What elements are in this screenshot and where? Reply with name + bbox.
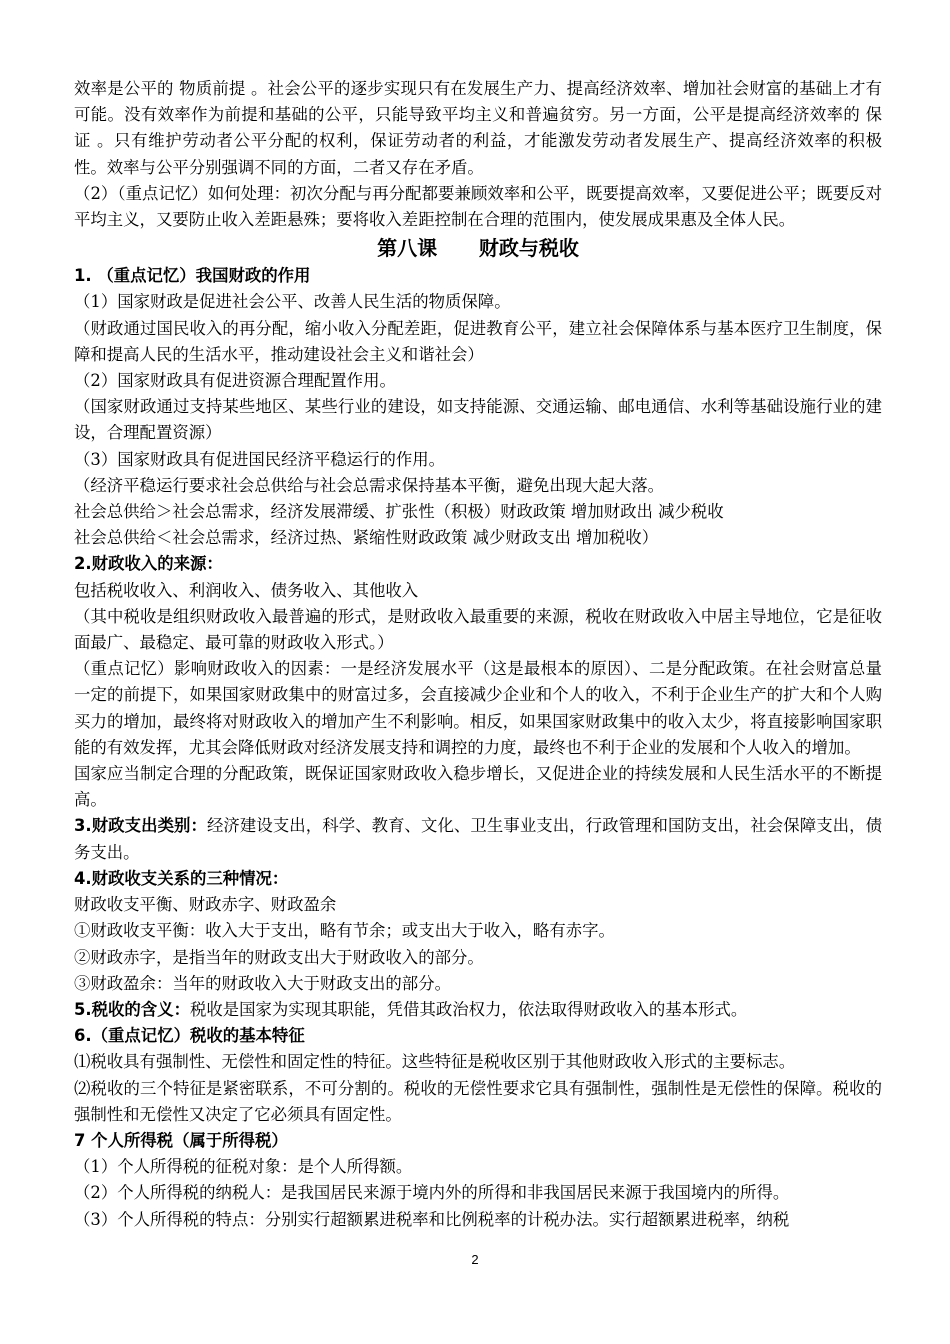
list-item: （其中税收是组织财政收入最普遍的形式，是财政收入最重要的来源，税收在财政收入中居主导地位，它是征收面最广、最稳定、最可靠的财政收入形式。） bbox=[74, 606, 882, 653]
section-heading-balance: 4.财政收支关系的三种情况： bbox=[74, 868, 289, 888]
section-heading-revenue-sources: 2.财政收入的来源： bbox=[74, 554, 223, 574]
list-item: 社会总供给＜社会总需求，经济过热、紧缩性财政政策 减少财政支出 增加税收） bbox=[74, 528, 659, 548]
list-item: （重点记忆）影响财政收入的因素：一是经济发展水平（这是最根本的原因）、二是分配政策。在社会财富总量一定的前提下，如果国家财政集中的财富过多，会直接减少企业和个人的收入，不利于企业生产的扩大和个人购买力的增加，最终将对财政收入的增加产生不利影响。相反，如果国家财政集中的收入太少，将直接影响国家职能的有效发挥，尤其会降低财政对经济发展支持和调控的力度，最终也不利于企业的发展和个人收入的增加。 bbox=[74, 659, 882, 757]
document-page bbox=[74, 76, 882, 1233]
section-heading-fiscal-role: 1. （重点记忆）我国财政的作用 bbox=[74, 266, 311, 286]
page-number: 2 bbox=[471, 1252, 479, 1267]
lesson-title: 第八课 财政与税收 bbox=[377, 236, 579, 261]
list-item: （国家财政通过支持某些地区、某些行业的建设，如支持能源、交通运输、邮电通信、水利等基础设施行业的建设，合理配置资源） bbox=[74, 397, 882, 443]
list-item: （1）国家财政是促进社会公平、改善人民生活的物质保障。 bbox=[74, 292, 511, 312]
list-item: ②财政赤字，是指当年的财政支出大于财政收入的部分。 bbox=[74, 947, 484, 967]
list-item: （1）个人所得税的征税对象：是个人所得额。 bbox=[74, 1157, 413, 1177]
list-item: 包括税收收入、利润收入、债务收入、其他收入 bbox=[74, 580, 419, 600]
section-heading-tax-meaning: 5.税收的含义： bbox=[74, 999, 190, 1019]
section-expenditure-categories bbox=[74, 813, 882, 865]
paragraph-how-to-handle: （2）（重点记忆）如何处理：初次分配与再分配都要兼顾效率和公平，既要提高效率，又要促进公平；既要反对平均主义，又要防止收入差距悬殊；要将收入差距控制在合理的范围内，使发展成果惠及全体人民。 bbox=[74, 183, 882, 230]
list-item: （2）国家财政具有促进资源合理配置作用。 bbox=[74, 371, 396, 391]
list-item: 社会总供给＞社会总需求，经济发展滞缓、扩张性（积极）财政政策 增加财政出 减少税收 bbox=[74, 502, 724, 522]
section-heading-expenditure: 3.财政支出类别： bbox=[74, 816, 207, 836]
list-item: ⑴税收具有强制性、无偿性和固定性的特征。这些特征是税收区别于其他财政收入形式的主要标志。 bbox=[74, 1052, 796, 1072]
list-item: （经济平稳运行要求社会总供给与社会总需求保持基本平衡，避免出现大起大落。 bbox=[74, 475, 665, 495]
list-item: ③财政盈余：当年的财政收入大于财政支出的部分。 bbox=[74, 973, 451, 993]
list-item: 财政收支平衡、财政赤字、财政盈余 bbox=[74, 895, 337, 915]
section-tax-meaning bbox=[74, 997, 882, 1023]
list-item: （3）国家财政具有促进国民经济平稳运行的作用。 bbox=[74, 449, 446, 469]
list-item: ①财政收支平衡：收入大于支出，略有节余；或支出大于收入，略有赤字。 bbox=[74, 921, 615, 941]
paragraph-efficiency-fairness: 效率是公平的 物质前提 。社会公平的逐步实现只有在发展生产力、提高经济效率、增加社会财富的基础上才有可能。没有效率作为前提和基础的公平，只能导致平均主义和普遍贫穷。另一方面，公平是提高经济效率的 保证 。只有维护劳动者公平分配的权利，保证劳动者的利益，才能激发劳动者发展生产、提高经济效率的积极性。效率与公平分别强调不同的方面，二者又存在矛盾。 bbox=[74, 79, 882, 177]
tax-meaning-text: 税收是国家为实现其职能，凭借其政治权力，依法取得财政收入的基本形式。 bbox=[189, 999, 748, 1019]
list-item: 国家应当制定合理的分配政策，既保证国家财政收入稳步增长，又促进企业的持续发展和人民生活水平的不断提高。 bbox=[74, 764, 882, 810]
section-heading-income-tax: 7 个人所得税（属于所得税） bbox=[74, 1130, 288, 1150]
list-item: （3）个人所得税的特点：分别实行超额累进税率和比例税率的计税办法。实行超额累进税率，纳税 bbox=[74, 1209, 790, 1229]
list-item: （财政通过国民收入的再分配，缩小收入分配差距，促进教育公平，建立社会保障体系与基本医疗卫生制度，保障和提高人民的生活水平，推动建设社会主义和谐社会） bbox=[74, 318, 882, 364]
section-heading-tax-features: 6.（重点记忆）税收的基本特征 bbox=[74, 1026, 305, 1046]
list-item: （2）个人所得税的纳税人：是我国居民来源于境内外的所得和非我国居民来源于我国境内的所得。 bbox=[74, 1183, 790, 1203]
list-item: ⑵税收的三个特征是紧密联系，不可分割的。税收的无偿性要求它具有强制性，强制性是无偿性的保障。税收的强制性和无偿性又决定了它必须具有固定性。 bbox=[74, 1078, 882, 1124]
expenditure-text: 经济建设支出，科学、教育、文化、卫生事业支出，行政管理和国防支出，社会保障支出，债务支出。 bbox=[74, 816, 882, 862]
